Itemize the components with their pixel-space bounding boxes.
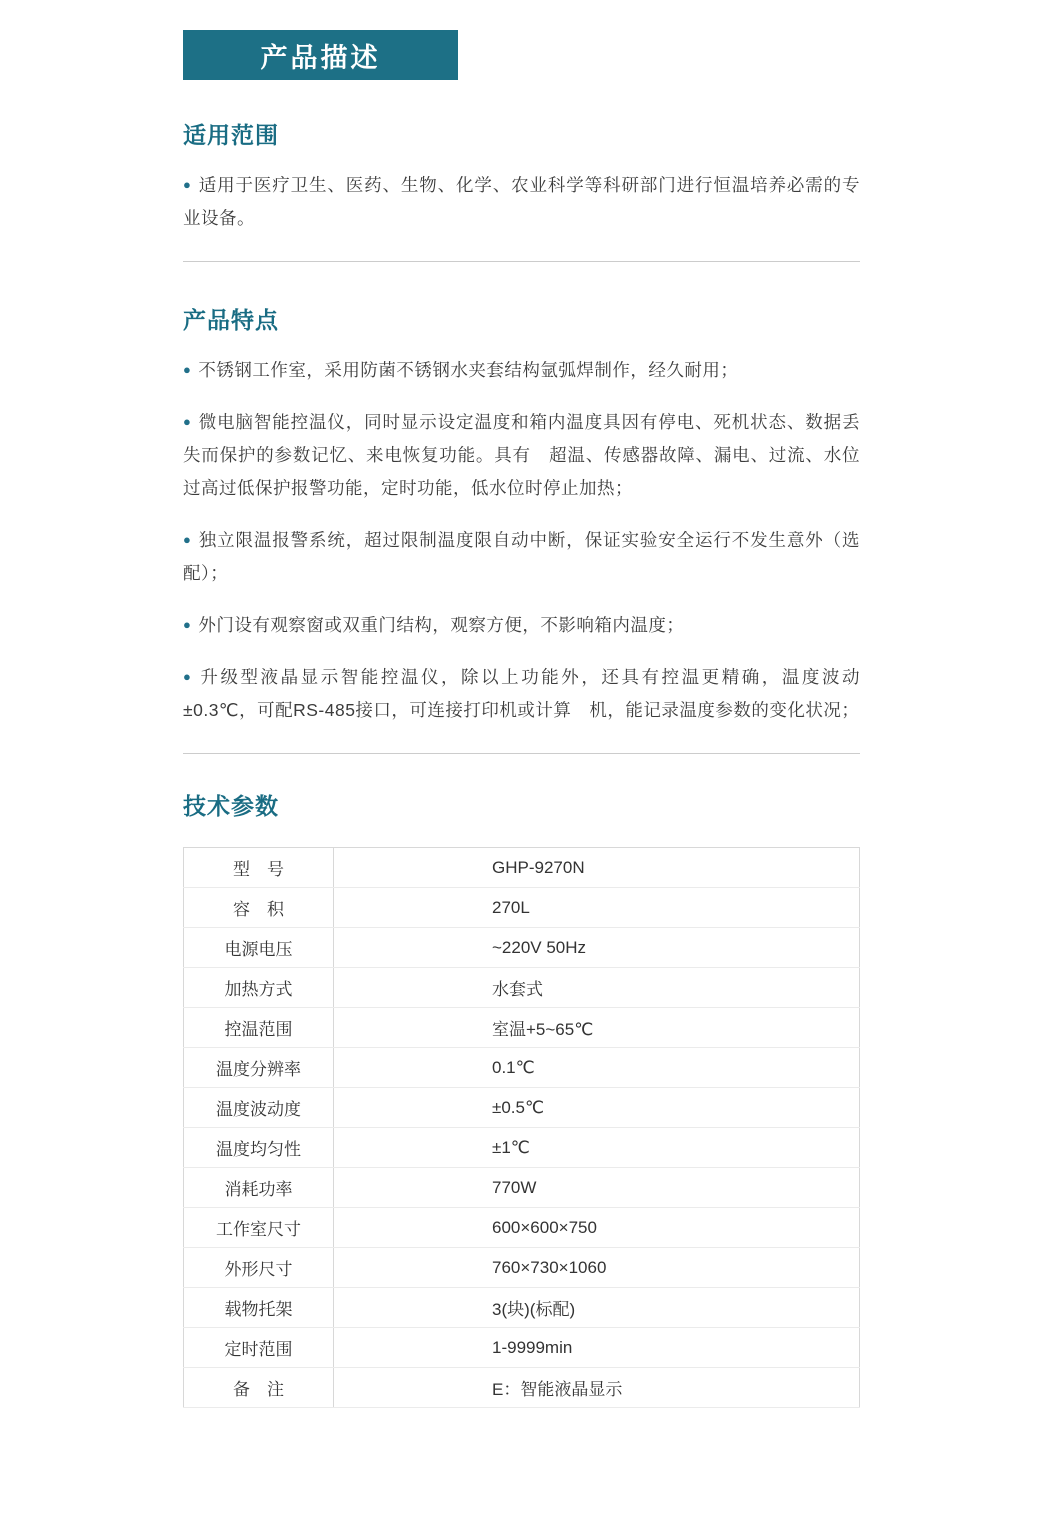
table-row [184, 1208, 860, 1248]
table-row [184, 888, 860, 928]
spec-label-cell: 控温范围 [184, 1008, 334, 1048]
feature-bullet-text: 不锈钢工作室，采用防菌不锈钢水夹套结构氩弧焊制作，经久耐用； [198, 360, 739, 380]
spec-value-cell: 760×730×1060 [334, 1248, 860, 1288]
feature-bullet [183, 608, 860, 642]
feature-bullet [183, 353, 860, 387]
table-row [184, 1008, 860, 1048]
specs-table-body [184, 848, 860, 1408]
section-heading-specs: 技术参数 [183, 793, 279, 819]
spec-label-cell: 工作室尺寸 [184, 1208, 334, 1248]
banner-title: 产品描述 [260, 42, 381, 73]
spec-value-cell: 770W [334, 1168, 860, 1208]
table-row [184, 1088, 860, 1128]
spec-value-cell: 1-9999min [334, 1328, 860, 1368]
table-row [184, 848, 860, 888]
feature-bullet-text: 外门设有观察窗或双重门结构，观察方便，不影响箱内温度； [198, 615, 685, 635]
table-row [184, 968, 860, 1008]
section-heading-scope: 适用范围 [183, 122, 279, 148]
spec-value-cell: ±0.5℃ [334, 1088, 860, 1128]
table-row [184, 1368, 860, 1408]
spec-label-cell: 消耗功率 [184, 1168, 334, 1208]
spec-label-cell: 温度波动度 [184, 1088, 334, 1128]
bullet-icon: ● [183, 532, 192, 547]
scope-bullet [183, 168, 860, 235]
spec-value-cell: GHP-9270N [334, 848, 860, 888]
spec-value-cell: ~220V 50Hz [334, 928, 860, 968]
section-heading-features: 产品特点 [183, 307, 279, 333]
spec-value-cell: 270L [334, 888, 860, 928]
table-row [184, 928, 860, 968]
spec-label-cell: 温度分辨率 [184, 1048, 334, 1088]
spec-label-cell: 载物托架 [184, 1288, 334, 1328]
spec-label-cell: 外形尺寸 [184, 1248, 334, 1288]
product-description-banner [183, 30, 458, 80]
spec-label-cell: 备 注 [184, 1368, 334, 1408]
divider [183, 753, 860, 754]
feature-bullet [183, 523, 860, 590]
spec-value-cell: 600×600×750 [334, 1208, 860, 1248]
spec-label-cell: 型 号 [184, 848, 334, 888]
page-content [183, 30, 860, 1408]
spec-label-cell: 温度均匀性 [184, 1128, 334, 1168]
spec-value-cell: 水套式 [334, 968, 860, 1008]
spec-value-cell: 室温+5~65℃ [334, 1008, 860, 1048]
feature-bullet [183, 405, 860, 505]
table-row [184, 1288, 860, 1328]
spec-value-cell: 3(块)(标配) [334, 1288, 860, 1328]
spec-value-cell: 0.1℃ [334, 1048, 860, 1088]
bullet-icon: ● [183, 414, 192, 429]
spec-value-cell: E：智能液晶显示 [334, 1368, 860, 1408]
spec-label-cell: 定时范围 [184, 1328, 334, 1368]
specs-table [183, 847, 860, 1408]
scope-bullet-list [183, 168, 860, 235]
spec-value-cell: ±1℃ [334, 1128, 860, 1168]
bullet-icon: ● [183, 177, 192, 192]
feature-bullet-text: 升级型液晶显示智能控温仪，除以上功能外，还具有控温更精确，温度波动±0.3℃，可配RS-485接口，可连接打印机或计算 机，能记录温度参数的变化状况； [183, 667, 860, 720]
divider [183, 261, 860, 262]
table-row [184, 1168, 860, 1208]
bullet-icon: ● [183, 617, 192, 632]
feature-bullet-text: 微电脑智能控温仪，同时显示设定温度和箱内温度具因有停电、死机状态、数据丢失而保护的参数记忆、来电恢复功能。具有 超温、传感器故障、漏电、过流、水位过高过低保护报警功能，定时功能，低水位时停止加热； [183, 412, 860, 498]
features-bullet-list [183, 353, 860, 727]
table-row [184, 1048, 860, 1088]
table-row [184, 1248, 860, 1288]
feature-bullet-text: 独立限温报警系统，超过限制温度限自动中断，保证实验安全运行不发生意外（选配）； [183, 530, 860, 583]
table-row [184, 1328, 860, 1368]
spec-label-cell: 加热方式 [184, 968, 334, 1008]
spec-label-cell: 容 积 [184, 888, 334, 928]
table-row [184, 1128, 860, 1168]
scope-bullet-text: 适用于医疗卫生、医药、生物、化学、农业科学等科研部门进行恒温培养必需的专业设备。 [183, 175, 860, 228]
bullet-icon: ● [183, 669, 194, 684]
bullet-icon: ● [183, 362, 192, 377]
spec-label-cell: 电源电压 [184, 928, 334, 968]
feature-bullet [183, 660, 860, 727]
